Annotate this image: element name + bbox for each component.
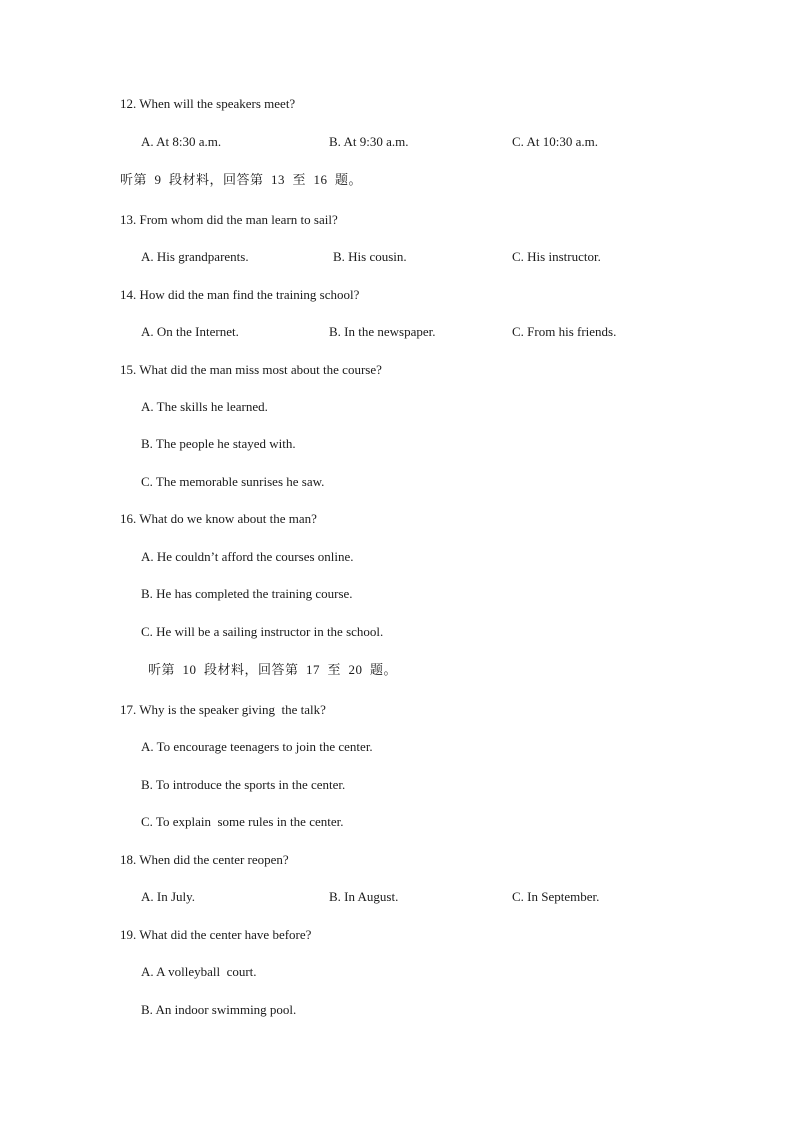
q17-option-a: A. To encourage teenagers to join the center. (141, 739, 373, 754)
q13-option-c: C. His instructor. (512, 249, 601, 264)
q15-option-b: B. The people he stayed with. (141, 436, 296, 451)
q15-option-a: A. The skills he learned. (141, 399, 268, 414)
question-14: 14. How did the man find the training school? (120, 287, 360, 302)
q19-option-a: A. A volleyball court. (141, 964, 257, 979)
q17-option-b: B. To introduce the sports in the center. (141, 777, 346, 792)
q12-option-a: A. At 8:30 a.m. (141, 134, 222, 149)
question-15: 15. What did the man miss most about the course? (120, 362, 382, 377)
q13-option-a: A. His grandparents. (141, 249, 249, 264)
q18-option-c: C. In September. (512, 889, 600, 904)
q14-option-c: C. From his friends. (512, 324, 617, 339)
q18-option-b: B. In August. (329, 889, 399, 904)
section-header-9: 听第 9 段材料，回答第 13 至 16 题。 (120, 172, 363, 187)
q16-option-a: A. He couldn’t afford the courses online. (141, 549, 354, 564)
q16-option-b: B. He has completed the training course. (141, 586, 353, 601)
q13-option-b: B. His cousin. (333, 249, 407, 264)
question-12: 12. When will the speakers meet? (120, 96, 296, 111)
section-header-10: 听第 10 段材料，回答第 17 至 20 题。 (148, 662, 398, 677)
q14-option-b: B. In the newspaper. (329, 324, 436, 339)
q16-option-c: C. He will be a sailing instructor in the school. (141, 624, 384, 639)
question-17: 17. Why is the speaker giving the talk? (120, 702, 326, 717)
question-13: 13. From whom did the man learn to sail? (120, 212, 338, 227)
question-18: 18. When did the center reopen? (120, 852, 289, 867)
q19-option-b: B. An indoor swimming pool. (141, 1002, 297, 1017)
q12-option-b: B. At 9:30 a.m. (329, 134, 409, 149)
q15-option-c: C. The memorable sunrises he saw. (141, 474, 325, 489)
question-16: 16. What do we know about the man? (120, 511, 317, 526)
q17-option-c: C. To explain some rules in the center. (141, 814, 344, 829)
q12-option-c: C. At 10:30 a.m. (512, 134, 598, 149)
q18-option-a: A. In July. (141, 889, 196, 904)
q14-option-a: A. On the Internet. (141, 324, 239, 339)
question-19: 19. What did the center have before? (120, 927, 312, 942)
